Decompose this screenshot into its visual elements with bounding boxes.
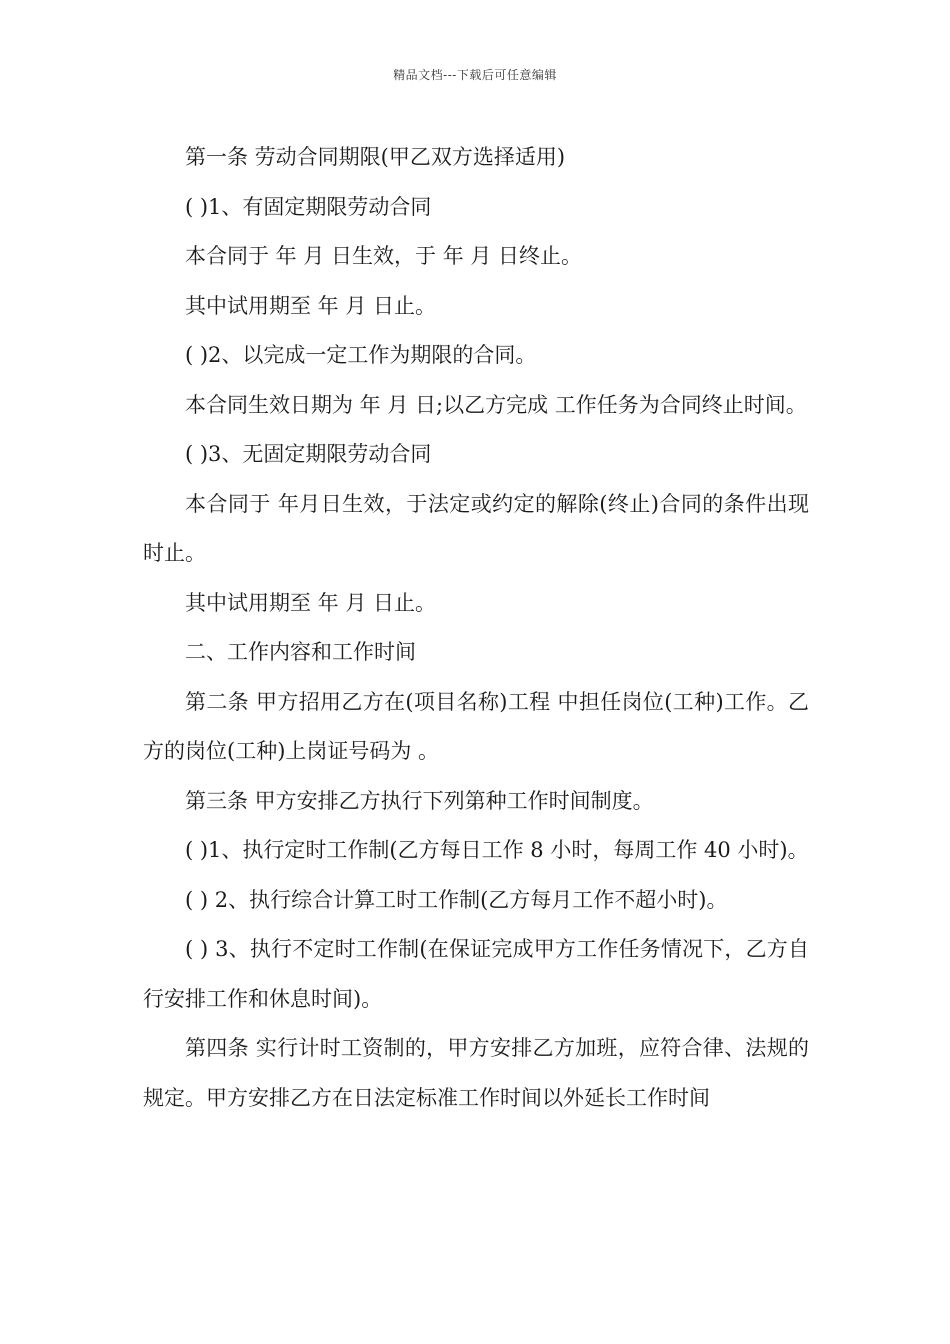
paragraph: ( )2、以完成一定工作为期限的合同。 (185, 343, 537, 367)
paragraph: 第一条 劳动合同期限(甲乙双方选择适用) (185, 145, 566, 169)
paragraph: 第二条 甲方招用乙方在(项目名称)工程 中担任岗位(工种)工作。乙方的岗位(工种)上岗证号码为 。 (143, 689, 809, 763)
paragraph: 本合同生效日期为 年 月 日;以乙方完成 工作任务为合同终止时间。 (185, 392, 807, 417)
page-header: 精品文档---下载后可任意编辑 (393, 68, 557, 82)
paragraph: 第四条 实行计时工资制的，甲方安排乙方加班，应符合律、法规的规定。甲方安排乙方在日法定标准工作时间以外延长工作时间 (143, 1036, 809, 1110)
paragraph: 其中试用期至 年 月 日止。 (185, 590, 437, 615)
paragraph: ( )3、无固定期限劳动合同 (185, 442, 432, 466)
document-body (143, 133, 809, 1123)
paragraph: ( )1、执行定时工作制(乙方每日工作 8 小时，每周工作 40 小时)。 (185, 838, 809, 862)
paragraph: 本合同于 年月日生效，于法定或约定的解除(终止)合同的条件出现时止。 (143, 491, 809, 565)
section-heading: 二、工作内容和工作时间 (185, 640, 416, 664)
paragraph: 其中试用期至 年 月 日止。 (185, 293, 437, 318)
paragraph: 本合同于 年 月 日生效，于 年 月 日终止。 (185, 244, 583, 268)
paragraph: ( ) 2、执行综合计算工时工作制(乙方每月工作不超小时)。 (185, 887, 728, 912)
paragraph: 第三条 甲方安排乙方执行下列第种工作时间制度。 (185, 788, 654, 813)
paragraph: ( ) 3、执行不定时工作制(在保证完成甲方工作任务情况下，乙方自行安排工作和休息时间)。 (143, 937, 809, 1011)
paragraph: ( )1、有固定期限劳动合同 (185, 194, 432, 219)
